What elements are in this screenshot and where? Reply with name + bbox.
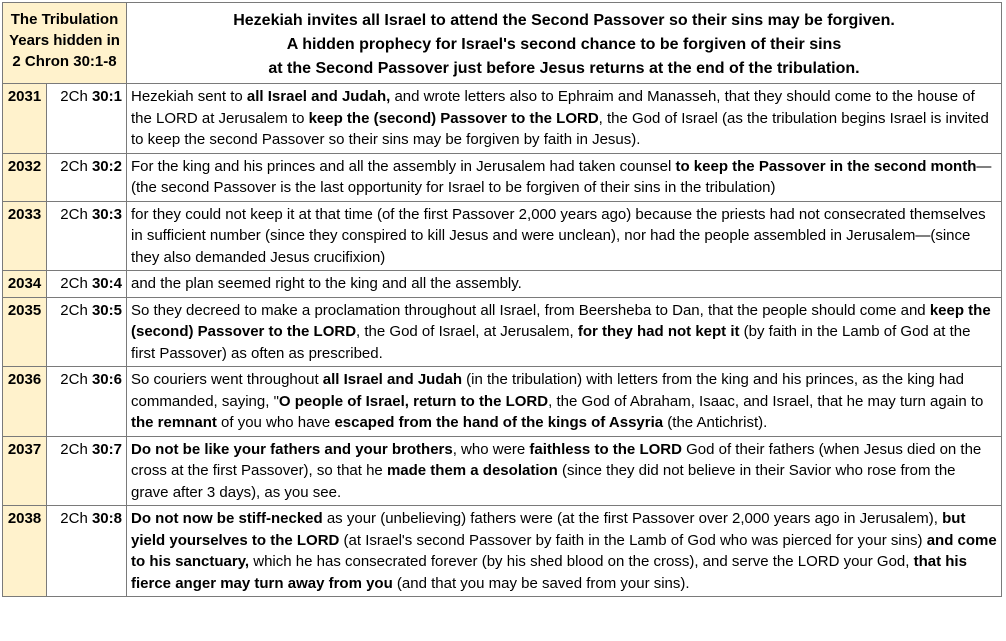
- header-left-cell: [3, 3, 127, 84]
- header-left-line: 2 Chron 30:1-8: [12, 53, 117, 70]
- reference-book: 2Ch: [60, 275, 92, 292]
- verse-text-emphasis: but yield yourselves to the LORD: [131, 510, 966, 549]
- verse-text-emphasis: all Israel and Judah,: [246, 88, 391, 105]
- header-left-line: The Tribulation: [10, 11, 119, 28]
- verse-text: Hezekiah sent to: [131, 88, 247, 105]
- verse-text-emphasis: escaped from the hand of the kings of Assyria: [334, 414, 664, 431]
- header-left-line: Years hidden in: [9, 32, 120, 49]
- verse-text-emphasis: and come to his sanctuary,: [131, 531, 997, 570]
- reference-verse: 30:1: [91, 88, 122, 105]
- reference-book: 2Ch: [60, 205, 92, 223]
- reference-book: 2Ch: [60, 88, 92, 105]
- year-cell: 2031: [3, 84, 47, 154]
- verse-text: and wrote letters also to Ephraim and Manasseh, that they should come to the house of the LORD at Jerusalem to: [131, 88, 975, 127]
- reference-book: 2Ch: [60, 371, 92, 388]
- verse-text: and the plan seemed right to the king and all the assembly.: [131, 275, 522, 292]
- verse-text-emphasis: all Israel and Judah: [322, 371, 462, 388]
- verse-text: So they decreed to make a proclamation throughout all Israel, from Beersheba to Dan, that the people should come and: [131, 301, 930, 319]
- verse-text-cell: [127, 367, 1002, 437]
- verse-text-emphasis: the remnant: [131, 414, 217, 431]
- year-cell: 2037: [3, 436, 47, 506]
- verse-text: , the God of Israel, at Jerusalem,: [356, 323, 578, 340]
- header-title-line: Hezekiah invites all Israel to attend the Second Passover so their sins may be forgiven.: [233, 12, 895, 29]
- tribulation-table: [2, 2, 1002, 597]
- verse-text: — (the second Passover is the last opportunity for Israel to be forgiven of their sins in the tribulation): [131, 157, 992, 196]
- table-row: [3, 271, 1002, 298]
- table-row: [3, 506, 1002, 597]
- verse-text: (since they did not believe in their Savior who rose from the grave after 3 days), as you see.: [131, 462, 956, 501]
- verse-text: For the king and his princes and all the assembly in Jerusalem had taken counsel: [131, 157, 676, 175]
- verse-text-emphasis: that his fierce anger may turn away from you: [131, 553, 967, 592]
- verse-text: as your (unbelieving) fathers were (at the first Passover over 2,000 years ago in Jerusalem),: [322, 510, 943, 527]
- reference-cell: [47, 367, 127, 437]
- verse-text-cell: [127, 153, 1002, 201]
- verse-text-emphasis: keep the (second) Passover to the LORD: [308, 109, 599, 127]
- table-row: [3, 84, 1002, 154]
- verse-text: which he has consecrated forever (by his shed blood on the cross), and serve the LORD your God,: [249, 553, 914, 570]
- table-row: [3, 153, 1002, 201]
- header-row: [3, 3, 1002, 84]
- table-row: [3, 367, 1002, 437]
- year-cell: 2036: [3, 367, 47, 437]
- verse-text-emphasis: faithless to the LORD: [529, 440, 682, 458]
- year-cell: 2034: [3, 271, 47, 298]
- reference-verse: 30:5: [91, 301, 122, 319]
- verse-text: , the God of Israel (as the tribulation begins Israel is invited to keep the second Passover so their sins may be forgiven by faith in Jesus).: [131, 109, 989, 148]
- verse-text: (by faith in the Lamb of God at the first Passover) as often as prescribed.: [131, 323, 971, 362]
- reference-cell: [47, 436, 127, 506]
- verse-text: So couriers went throughout: [131, 371, 323, 388]
- verse-text-emphasis: for they had not kept it: [577, 323, 740, 340]
- verse-text-emphasis: O people of Israel, return to the LORD: [278, 392, 549, 410]
- table-row: [3, 297, 1002, 367]
- year-cell: 2033: [3, 201, 47, 271]
- table-row: [3, 201, 1002, 271]
- verse-text-cell: [127, 271, 1002, 298]
- reference-verse: 30:4: [91, 275, 122, 292]
- verse-text-cell: [127, 506, 1002, 597]
- reference-book: 2Ch: [60, 440, 92, 458]
- verse-text: of you who have: [216, 414, 335, 431]
- reference-cell: [47, 271, 127, 298]
- table-body: [3, 3, 1002, 597]
- header-title-cell: [127, 3, 1002, 84]
- verse-text-cell: [127, 297, 1002, 367]
- verse-text-emphasis: Do not now be stiff-necked: [131, 510, 323, 527]
- verse-text-cell: [127, 84, 1002, 154]
- reference-cell: [47, 506, 127, 597]
- verse-text: (at Israel's second Passover by faith in the Lamb of God who was pierced for your sins): [339, 531, 927, 549]
- verse-text: (the Antichrist).: [663, 414, 768, 431]
- year-cell: 2035: [3, 297, 47, 367]
- reference-verse: 30:6: [91, 371, 122, 388]
- verse-text: God of their fathers (when Jesus died on the cross at the first Passover), so that he: [131, 440, 982, 479]
- year-cell: 2038: [3, 506, 47, 597]
- reference-cell: [47, 297, 127, 367]
- reference-book: 2Ch: [60, 510, 92, 527]
- reference-verse: 30:7: [91, 440, 122, 458]
- verse-text: , the God of Abraham, Isaac, and Israel, that he may turn again to: [548, 392, 984, 410]
- verse-text-emphasis: keep the (second) Passover to the LORD: [131, 301, 991, 340]
- reference-verse: 30:3: [91, 205, 122, 223]
- reference-cell: [47, 84, 127, 154]
- verse-text-cell: [127, 201, 1002, 271]
- verse-text: (and that you may be saved from your sins).: [392, 574, 690, 592]
- verse-text: , who were: [452, 440, 530, 458]
- reference-cell: [47, 153, 127, 201]
- reference-verse: 30:8: [91, 510, 122, 527]
- verse-text-cell: [127, 436, 1002, 506]
- year-cell: 2032: [3, 153, 47, 201]
- reference-cell: [47, 201, 127, 271]
- table-row: [3, 436, 1002, 506]
- header-title-line: A hidden prophecy for Israel's second chance to be forgiven of their sins: [286, 36, 842, 53]
- verse-text: for they could not keep it at that time (of the first Passover 2,000 years ago) because the priests had not consecrated themselves in sufficient number (since they conspired to kill Jesus and were unclean), nor had the people assembled in Jerusalem—(since they also demanded Jesus crucifixion): [131, 205, 986, 266]
- reference-book: 2Ch: [60, 157, 92, 175]
- verse-text: (in the tribulation) with letters from the king and his princes, as the king had commanded, saying, ": [131, 371, 964, 410]
- verse-text-emphasis: to keep the Passover in the second month: [675, 157, 977, 175]
- reference-book: 2Ch: [60, 301, 92, 319]
- reference-verse: 30:2: [91, 157, 122, 175]
- header-title-line: at the Second Passover just before Jesus returns at the end of the tribulation.: [268, 60, 860, 77]
- verse-text-emphasis: made them a desolation: [386, 462, 558, 479]
- verse-text-emphasis: Do not be like your fathers and your brothers: [131, 440, 453, 458]
